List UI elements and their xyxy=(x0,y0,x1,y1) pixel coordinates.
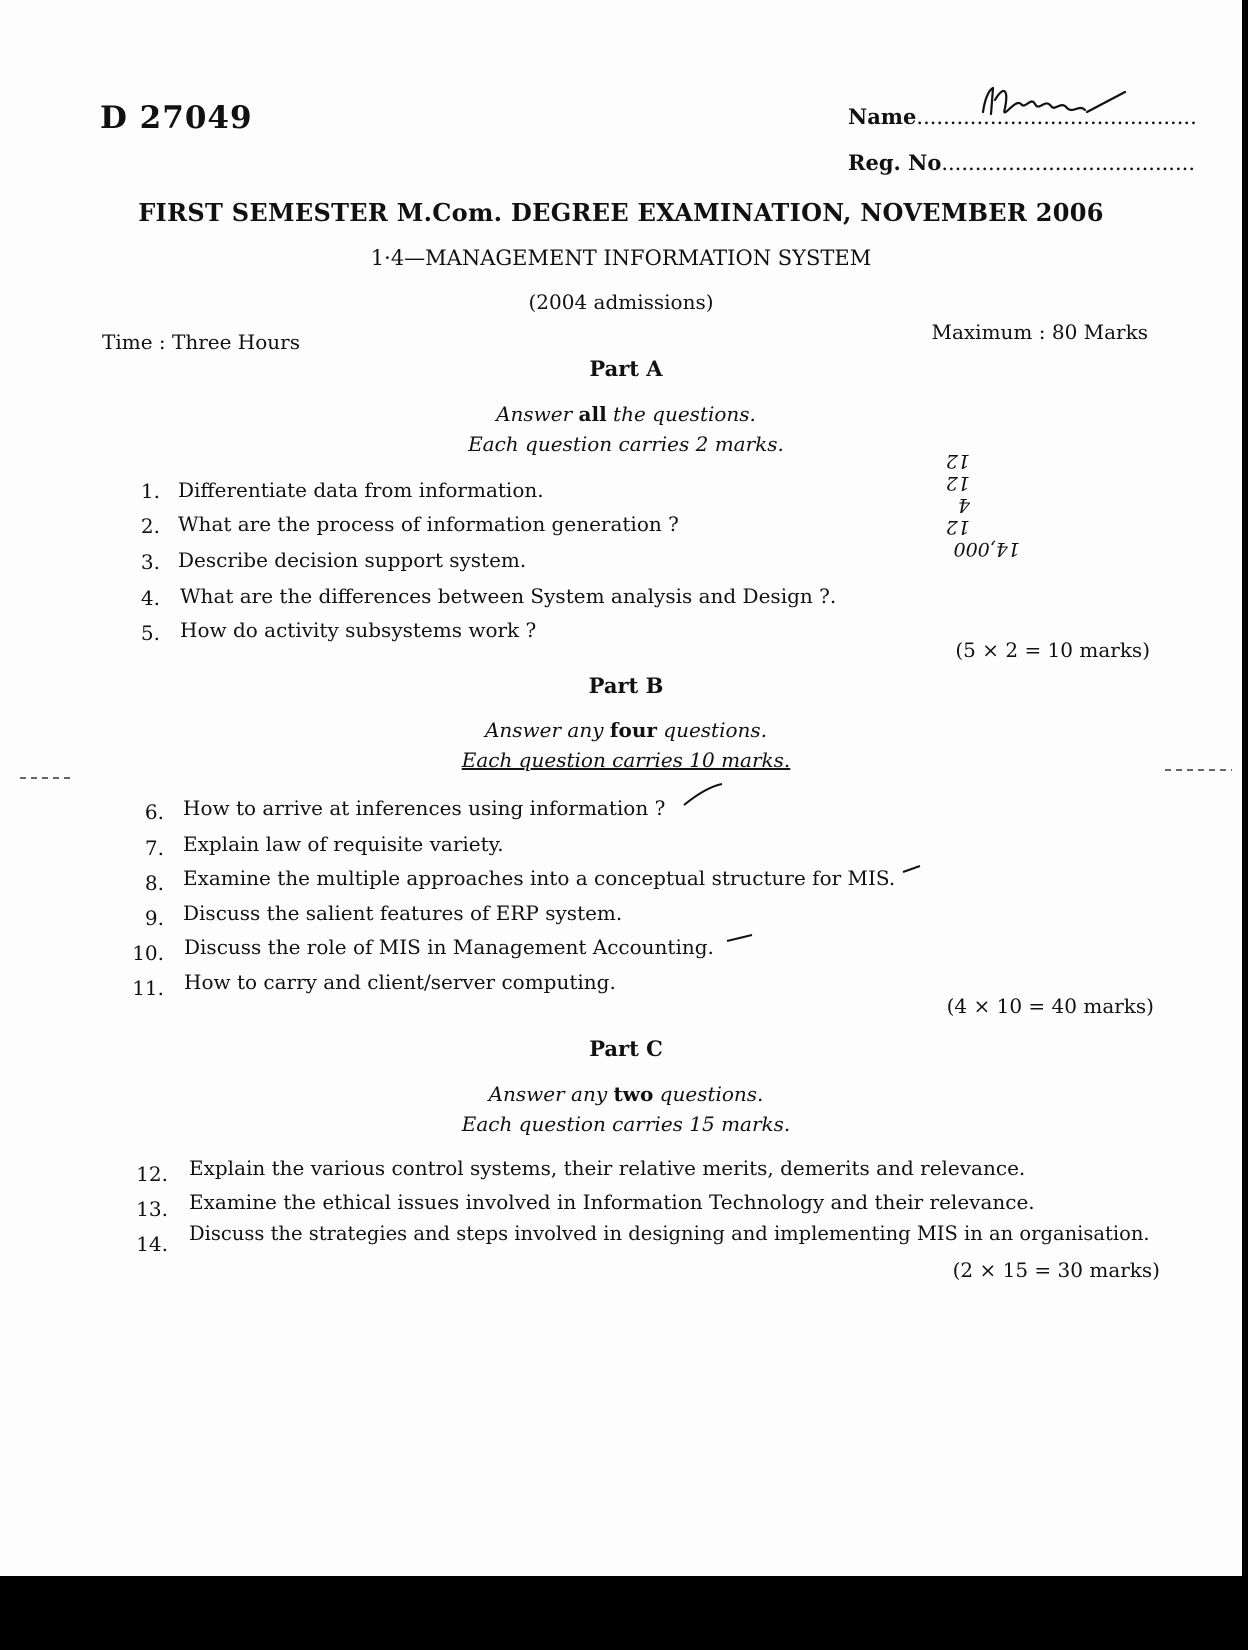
paper-code: D 27049 xyxy=(100,100,253,136)
question-number: 4. xyxy=(140,586,160,610)
instr-text: questions. xyxy=(656,718,768,742)
question-number: 14. xyxy=(136,1232,168,1256)
maximum-marks: Maximum : 80 Marks xyxy=(931,320,1148,344)
question-text: Discuss the salient features of ERP system. xyxy=(183,901,623,925)
question-number: 3. xyxy=(140,550,160,574)
question-number: 9. xyxy=(144,906,164,930)
question-text: Examine the ethical issues involved in Information Technology and their relevance. xyxy=(189,1190,1035,1214)
question-text: Explain law of requisite variety. xyxy=(183,832,504,856)
question-number: 1. xyxy=(140,479,160,503)
name-dots: .......................................... xyxy=(916,105,1197,129)
question-number: 6. xyxy=(144,800,164,824)
margin-note: 4 xyxy=(957,494,970,516)
margin-note: 12 xyxy=(945,450,970,472)
part-a-title: Part A xyxy=(589,356,663,381)
question-number: 2. xyxy=(140,514,160,538)
instr-text: Answer any xyxy=(484,718,610,742)
part-b-total-marks: (4 × 10 = 40 marks) xyxy=(946,994,1154,1018)
margin-note: 12 xyxy=(945,516,970,538)
time-allowed: Time : Three Hours xyxy=(102,330,300,354)
question-number: 7. xyxy=(144,836,164,860)
part-c-marks-instruction: Each question carries 15 marks. xyxy=(461,1112,791,1136)
part-a-total-marks: (5 × 2 = 10 marks) xyxy=(955,638,1150,662)
question-text: How do activity subsystems work ? xyxy=(180,618,537,642)
question-text: Examine the multiple approaches into a conceptual structure for MIS. xyxy=(183,866,896,890)
part-c-instruction xyxy=(0,1082,1248,1106)
question-text: Explain the various control systems, their relative merits, demerits and relevance. xyxy=(189,1156,1026,1180)
instr-text: Answer any xyxy=(488,1082,614,1106)
part-b-title: Part B xyxy=(588,673,664,698)
instr-text: Answer xyxy=(496,402,579,426)
part-c-title: Part C xyxy=(589,1036,663,1061)
instr-text: questions. xyxy=(653,1082,764,1106)
question-text: What are the differences between System analysis and Design ?. xyxy=(180,584,837,608)
question-text: Discuss the role of MIS in Management Accounting. xyxy=(184,935,714,959)
instr-bold: two xyxy=(613,1082,654,1106)
name-label: Name xyxy=(848,104,917,129)
part-b-marks-instruction: Each question carries 10 marks. xyxy=(461,748,791,772)
subject-title: 1·4—MANAGEMENT INFORMATION SYSTEM xyxy=(370,246,872,270)
exam-title: FIRST SEMESTER M.Com. DEGREE EXAMINATION, NOVEMBER 2006 xyxy=(138,198,1104,227)
instr-bold: four xyxy=(609,718,657,742)
margin-note: 14,000 xyxy=(953,538,1020,560)
question-number: 10. xyxy=(132,941,164,965)
question-text: Describe decision support system. xyxy=(178,548,527,572)
instr-text: the questions. xyxy=(606,402,756,426)
question-number: 8. xyxy=(144,871,164,895)
question-number: 12. xyxy=(136,1162,168,1186)
admissions-note: (2004 admissions) xyxy=(528,290,714,314)
margin-note: 12 xyxy=(945,472,970,494)
instr-bold: all xyxy=(578,402,607,426)
question-text: What are the process of information generation ? xyxy=(178,512,679,536)
reg-no-dots: ...................................... xyxy=(941,151,1195,175)
part-a-marks-instruction: Each question carries 2 marks. xyxy=(468,432,784,456)
question-text: Differentiate data from information. xyxy=(178,478,544,502)
reg-no-label: Reg. No xyxy=(848,150,942,175)
question-text: How to carry and client/server computing. xyxy=(184,970,616,994)
part-c-total-marks: (2 × 15 = 30 marks) xyxy=(952,1258,1160,1282)
question-number: 13. xyxy=(136,1197,168,1221)
question-number: 5. xyxy=(140,621,160,645)
question-number: 11. xyxy=(132,976,164,1000)
question-text: Discuss the strategies and steps involved in designing and implementing MIS in an organisation. xyxy=(189,1222,1150,1245)
question-text: How to arrive at inferences using information ? xyxy=(183,796,666,820)
